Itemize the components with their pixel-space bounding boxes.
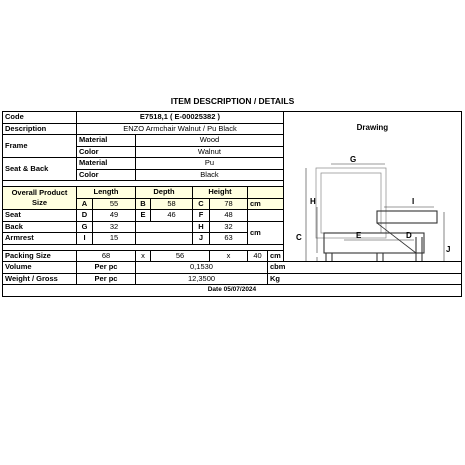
back-armrest-unit: cm xyxy=(248,221,284,244)
packing-label: Packing Size xyxy=(3,250,77,262)
description-label: Description xyxy=(3,123,77,135)
armrest-label: Armrest xyxy=(3,233,77,245)
letter-j: J xyxy=(193,233,210,245)
weight-label: Weight / Gross xyxy=(3,273,77,285)
value-f: 48 xyxy=(210,210,248,222)
volume-per: Per pc xyxy=(77,262,136,274)
letter-h: H xyxy=(193,221,210,233)
volume-unit: cbm xyxy=(268,262,462,274)
letter-a: A xyxy=(77,198,93,210)
letter-f: F xyxy=(193,210,210,222)
date-stamp: Date 05/07/2024 xyxy=(3,285,462,297)
volume-value: 0,1530 xyxy=(136,262,268,274)
drawing-title: Drawing xyxy=(356,123,389,132)
label-i: I xyxy=(411,197,415,206)
packing-length: 68 xyxy=(77,250,136,262)
label-e: E xyxy=(355,231,362,240)
description-value: ENZO Armchair Walnut / Pu Black xyxy=(77,123,284,135)
armrest-blank xyxy=(136,233,193,245)
label-g: G xyxy=(349,155,357,164)
overall-size-label: Overall Product Size xyxy=(3,187,77,210)
frame-material-value: Wood xyxy=(136,135,284,147)
seat-back-color-value: Black xyxy=(136,169,284,181)
seat-blank xyxy=(248,210,284,222)
length-header: Length xyxy=(77,187,136,199)
value-c: 78 xyxy=(210,198,248,210)
seat-back-color-label: Color xyxy=(77,169,136,181)
value-h: 32 xyxy=(210,221,248,233)
header-blank xyxy=(248,187,284,199)
drawing-panel xyxy=(283,112,461,341)
frame-material-label: Material xyxy=(77,135,136,147)
seat-label: Seat xyxy=(3,210,77,222)
frame-color-value: Walnut xyxy=(136,146,284,158)
spec-table xyxy=(2,111,462,341)
letter-g: G xyxy=(77,221,93,233)
value-i: 15 xyxy=(93,233,136,245)
overall-unit: cm xyxy=(248,198,284,210)
back-label: Back xyxy=(3,221,77,233)
value-j: 63 xyxy=(210,233,248,245)
label-d: D xyxy=(405,231,412,240)
height-header: Height xyxy=(193,187,248,199)
letter-e: E xyxy=(136,210,151,222)
value-d: 49 xyxy=(93,210,136,222)
letter-i: I xyxy=(77,233,93,245)
back-blank xyxy=(136,221,193,233)
seat-back-material-label: Material xyxy=(77,158,136,170)
letter-d: D xyxy=(77,210,93,222)
packing-x2: x xyxy=(210,250,248,262)
code-label: Code xyxy=(3,112,77,124)
seat-back-label: Seat & Back xyxy=(3,158,77,181)
packing-width: 56 xyxy=(151,250,210,262)
weight-unit: Kg xyxy=(268,273,462,285)
value-b: 58 xyxy=(151,198,193,210)
packing-height: 40 xyxy=(248,250,268,262)
value-g: 32 xyxy=(93,221,136,233)
volume-label: Volume xyxy=(3,262,77,274)
weight-per: Per pc xyxy=(77,273,136,285)
sheet-heading: ITEM DESCRIPTION / DETAILS xyxy=(170,96,295,106)
seat-back-material-value: Pu xyxy=(136,158,284,170)
packing-unit: cm xyxy=(268,250,284,262)
depth-header: Depth xyxy=(136,187,193,199)
letter-b: B xyxy=(136,198,151,210)
label-c: C xyxy=(295,233,302,242)
code-value: E7518,1 ( E-00025382 ) xyxy=(77,112,284,124)
chair-drawing: G H C F E D I J B A xyxy=(295,155,451,341)
frame-color-label: Color xyxy=(77,146,136,158)
letter-c: C xyxy=(193,198,210,210)
frame-label: Frame xyxy=(3,135,77,158)
value-a: 55 xyxy=(93,198,136,210)
value-e: 46 xyxy=(151,210,193,222)
packing-x1: x xyxy=(136,250,151,262)
label-j: J xyxy=(445,245,451,254)
label-h: H xyxy=(309,197,316,206)
weight-value: 12,3500 xyxy=(136,273,268,285)
